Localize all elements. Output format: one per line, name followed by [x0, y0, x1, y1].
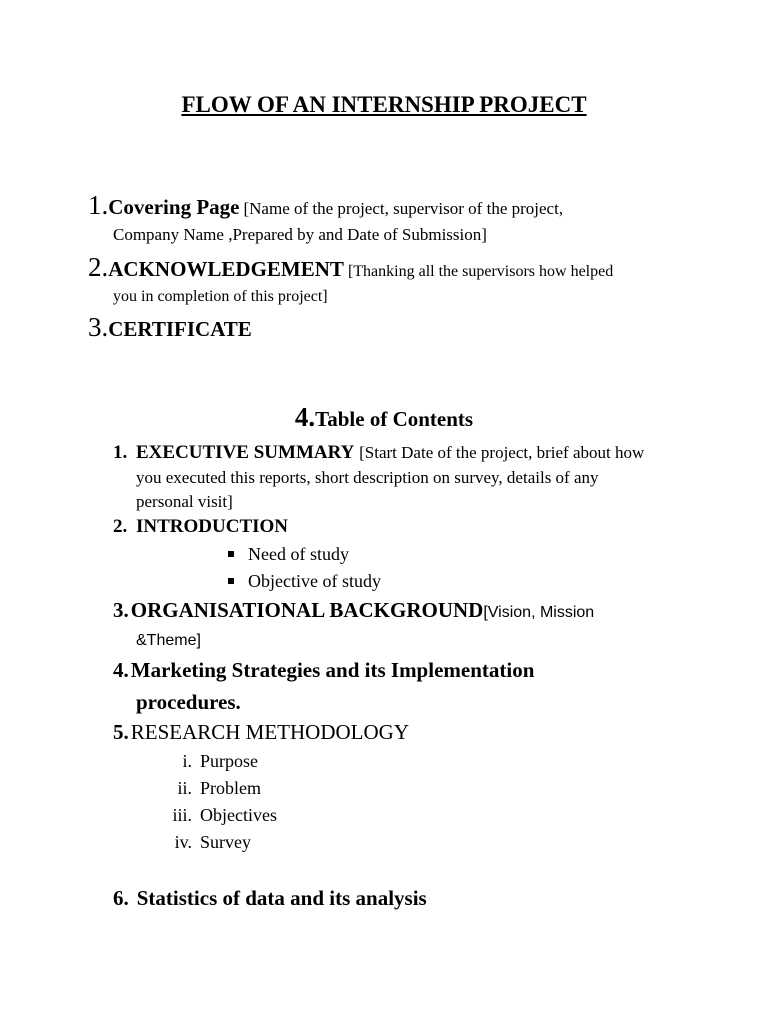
- bullet-item: [228, 571, 381, 592]
- toc-item-heading: Marketing Strategies and its Implementation: [130, 658, 535, 682]
- toc-item-note-continued: &Theme]: [136, 632, 201, 649]
- section-heading: CERTIFICATE: [108, 317, 252, 341]
- section-note: [Thanking all the supervisors how helped: [347, 263, 614, 280]
- bullet-label: Need of study: [248, 544, 349, 564]
- toc-item-note-continued: you executed this reports, short description on survey, details of any: [136, 468, 599, 487]
- page-title: FLOW OF AN INTERNSHIP PROJECT: [181, 92, 587, 117]
- toc-title: [0, 402, 768, 433]
- roman-item-label: Objectives: [200, 805, 277, 825]
- roman-list-item: [164, 832, 251, 853]
- toc-item-note: [Start Date of the project, brief about how: [359, 443, 645, 462]
- section-note-continued: Company Name ,Prepared by and Date of Submission]: [113, 225, 487, 244]
- roman-numeral: ii.: [177, 778, 192, 798]
- toc-item-number: 4.: [113, 658, 129, 682]
- toc-item-number: 1.: [113, 442, 128, 463]
- roman-numeral: iii.: [172, 805, 192, 825]
- roman-item-label: Survey: [200, 832, 251, 852]
- toc-item-number: 2.: [113, 516, 128, 537]
- section-acknowledgement: [88, 252, 613, 283]
- toc-item-organisational-background: [113, 598, 594, 623]
- toc-item-note: [Vision, Mission: [483, 604, 595, 621]
- bullet-item: [228, 544, 349, 565]
- roman-list-item: [164, 778, 261, 799]
- square-bullet-icon: [228, 551, 234, 557]
- section-number: 2.: [88, 252, 109, 282]
- roman-list-item: [164, 751, 258, 772]
- toc-item-heading: EXECUTIVE SUMMARY: [136, 442, 355, 463]
- toc-heading: Table of Contents: [315, 407, 474, 431]
- roman-item-label: Problem: [200, 778, 261, 798]
- toc-item-heading: RESEARCH METHODOLOGY: [130, 720, 409, 744]
- section-note-continued: you in completion of this project]: [113, 288, 328, 305]
- toc-item-marketing-strategies: [113, 658, 534, 683]
- roman-item-label: Purpose: [200, 751, 258, 771]
- section-note: [Name of the project, supervisor of the project,: [243, 199, 564, 218]
- toc-item-heading: ORGANISATIONAL BACKGROUND: [130, 598, 484, 622]
- toc-item-note-continued: personal visit]: [136, 492, 233, 511]
- toc-item-executive-summary: [113, 442, 644, 464]
- section-heading: ACKNOWLEDGEMENT: [108, 257, 344, 281]
- toc-item-introduction: [113, 516, 288, 538]
- toc-item-heading-continued: procedures.: [136, 690, 241, 714]
- toc-item-number: 5.: [113, 720, 129, 744]
- roman-numeral: iv.: [174, 832, 192, 852]
- section-number: 1.: [88, 190, 109, 220]
- toc-item-research-methodology: [113, 720, 409, 745]
- square-bullet-icon: [228, 578, 234, 584]
- roman-list-item: [164, 805, 277, 826]
- toc-item-heading: INTRODUCTION: [136, 516, 289, 537]
- section-certificate: [88, 312, 252, 343]
- section-heading: Covering Page: [108, 195, 240, 219]
- toc-item-heading: Statistics of data and its analysis: [136, 886, 427, 910]
- toc-item-statistics: [113, 886, 427, 911]
- roman-numeral: i.: [182, 751, 192, 771]
- section-covering-page: [88, 190, 563, 221]
- toc-item-number: 6.: [113, 886, 129, 910]
- toc-number: 4.: [294, 402, 316, 432]
- bullet-label: Objective of study: [248, 571, 381, 591]
- toc-item-number: 3.: [113, 598, 129, 622]
- section-number: 3.: [88, 312, 109, 342]
